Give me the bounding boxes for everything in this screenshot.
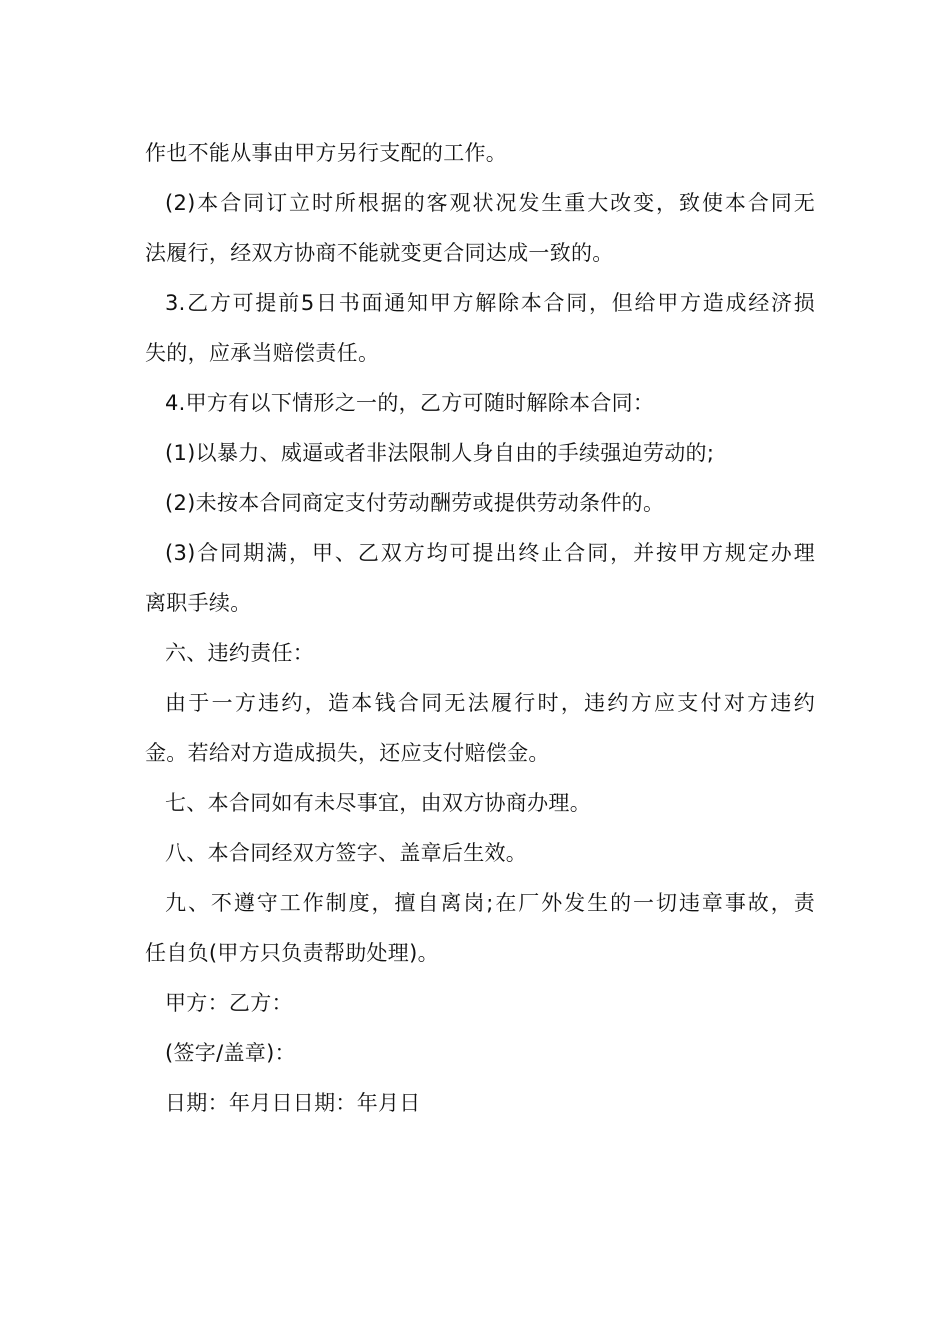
text-line: 金。若给对方造成损失，还应支付赔偿金。 bbox=[145, 741, 550, 765]
text-line: (1)以暴力、威逼或者非法限制人身自由的手续强迫劳动的; bbox=[165, 441, 715, 465]
text-line: 3.乙方可提前5日书面通知甲方解除本合同，但给甲方造成经济损 bbox=[165, 291, 815, 315]
section-heading: 八、本合同经双方签字、盖章后生效。 bbox=[165, 841, 528, 865]
section-heading: 六、违约责任： bbox=[165, 641, 315, 665]
text-line: (2)本合同订立时所根据的客观状况发生重大改变，致使本合同无 bbox=[165, 191, 815, 215]
signature-parties: 甲方：乙方： bbox=[165, 991, 293, 1015]
text-line: 由于一方违约，造本钱合同无法履行时，违约方应支付对方违约 bbox=[165, 691, 815, 715]
text-line: 任自负(甲方只负责帮助处理)。 bbox=[145, 941, 439, 965]
document-body bbox=[145, 128, 815, 1128]
signature-label: (签字/盖章)： bbox=[165, 1041, 296, 1065]
section-heading: 九、不遵守工作制度，擅自离岗;在厂外发生的一切违章事故，责 bbox=[165, 891, 815, 915]
signature-date: 日期：年月日日期：年月日 bbox=[165, 1091, 421, 1115]
text-line: 失的，应承当赔偿责任。 bbox=[145, 341, 380, 365]
text-line: 4.甲方有以下情形之一的，乙方可随时解除本合同： bbox=[165, 391, 655, 415]
section-heading: 七、本合同如有未尽事宜，由双方协商办理。 bbox=[165, 791, 591, 815]
text-line: (3)合同期满，甲、乙双方均可提出终止合同，并按甲方规定办理 bbox=[165, 541, 815, 565]
text-line: 法履行，经双方协商不能就变更合同达成一致的。 bbox=[145, 241, 614, 265]
text-line: 离职手续。 bbox=[145, 591, 252, 615]
text-line: (2)未按本合同商定支付劳动酬劳或提供劳动条件的。 bbox=[165, 491, 665, 515]
text-line: 作也不能从事由甲方另行支配的工作。 bbox=[145, 141, 508, 165]
